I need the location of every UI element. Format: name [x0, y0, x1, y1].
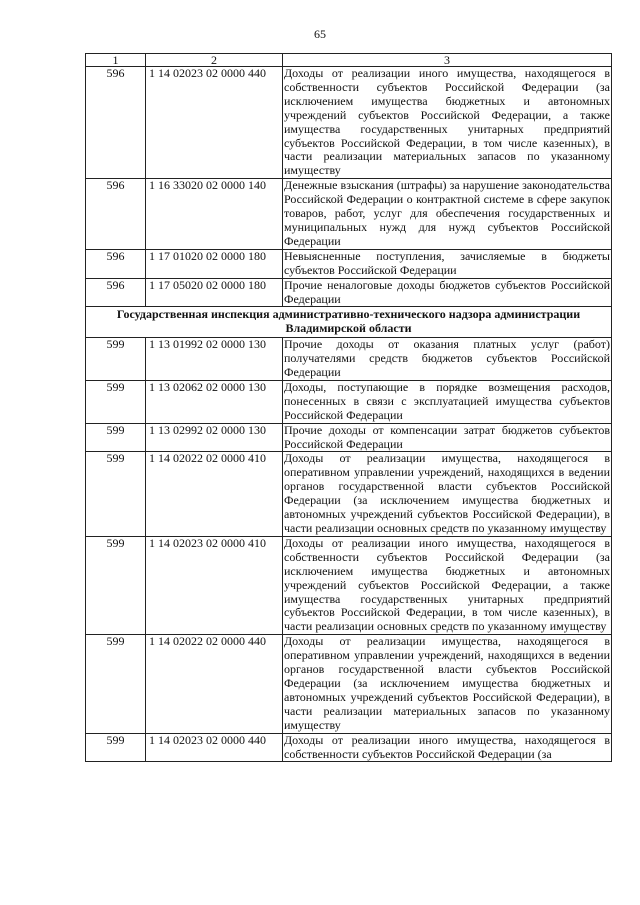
- revenue-name-cell: Доходы, поступающие в порядке возмещения расходов, понесенных в связи с эксплуатацией имущества субъектов Российской Федерации: [284, 379, 610, 422]
- admin-code-cell: 599: [86, 423, 146, 452]
- revenue-name-cell: Доходы от реализации иного имущества, находящегося в собственности субъектов Российской Федерации (за исключением имущества бюджетных и автономных учреждений субъектов Российской Федерации, а также имущества государственных унитарных предприятий субъектов Российской Федерации, в том числе казенных), в части реализации основных средств по указанному имуществу: [284, 535, 610, 634]
- budget-code-cell: 1 13 02992 02 0000 130: [146, 423, 283, 452]
- revenue-name-cell: Доходы от реализации иного имущества, находящегося в собственности субъектов Российской Федерации (за: [284, 732, 610, 761]
- table-row: [86, 423, 612, 452]
- budget-code-cell: 1 17 05020 02 0000 180: [146, 278, 283, 307]
- section-heading-row: [86, 307, 612, 338]
- budget-code-cell: 1 14 02023 02 0000 440: [146, 733, 283, 762]
- revenue-name-cell: Доходы от реализации имущества, находящегося в оперативном управлении учреждений, находящихся в ведении органов государственной власти субъектов Российской Федерации (за исключением имущества бюджетных и автономных учреждений субъектов Российской Федерации), в части реализации материальных запасов по указанному имуществу: [284, 634, 610, 732]
- budget-code-cell: 1 14 02022 02 0000 440: [146, 635, 283, 733]
- table-row: [86, 733, 612, 762]
- revenue-code-table: [85, 53, 612, 762]
- admin-code-cell: 599: [86, 452, 146, 536]
- revenue-name-cell: Прочие доходы от компенсации затрат бюджетов субъектов Российской Федерации: [284, 422, 610, 451]
- table-row: [86, 249, 612, 278]
- table-row: [86, 452, 612, 536]
- revenue-name-cell: Доходы от реализации имущества, находящегося в оперативном управлении учреждений, находящихся в ведении органов государственной власти субъектов Российской Федерации (за исключением имущества бюджетных и автономных учреждений субъектов Российской Федерации), в части реализации основных средств по указанному имуществу: [284, 451, 610, 535]
- column-number-3: 3: [283, 54, 612, 67]
- table-row: [86, 278, 612, 307]
- admin-code-cell: 599: [86, 380, 146, 423]
- admin-code-cell: 599: [86, 338, 146, 381]
- budget-code-cell: 1 13 01992 02 0000 130: [146, 338, 283, 381]
- revenue-name-cell: Прочие доходы от оказания платных услуг (работ) получателями средств бюджетов субъектов Российской Федерации: [284, 337, 610, 380]
- admin-code-cell: 596: [86, 67, 146, 179]
- admin-code-cell: 596: [86, 278, 146, 307]
- table-row: [86, 380, 612, 423]
- admin-code-cell: 596: [86, 249, 146, 278]
- budget-code-cell: 1 14 02022 02 0000 410: [146, 452, 283, 536]
- table-header-row: [86, 54, 612, 67]
- table-row: [86, 338, 612, 381]
- budget-code-cell: 1 17 01020 02 0000 180: [146, 249, 283, 278]
- page-number: 65: [314, 27, 326, 41]
- revenue-name-cell: Прочие неналоговые доходы бюджетов субъектов Российской Федерации: [284, 277, 610, 306]
- budget-code-cell: 1 13 02062 02 0000 130: [146, 380, 283, 423]
- budget-code-cell: 1 14 02023 02 0000 410: [146, 536, 283, 634]
- admin-code-cell: 599: [86, 536, 146, 634]
- admin-code-cell: 596: [86, 179, 146, 250]
- admin-code-cell: 599: [86, 733, 146, 762]
- admin-code-cell: 599: [86, 635, 146, 733]
- revenue-name-cell: Денежные взыскания (штрафы) за нарушение законодательства Российской Федерации о контрактной системе в сфере закупок товаров, работ, услуг для обеспечения государственных и муниципальных нужд для нужд субъектов Российской Федерации: [284, 178, 610, 248]
- table-row: [86, 179, 612, 250]
- budget-code-cell: 1 14 02023 02 0000 440: [146, 67, 283, 179]
- table-row: [86, 536, 612, 634]
- revenue-name-cell: Невыясненные поступления, зачисляемые в бюджеты субъектов Российской Федерации: [284, 248, 610, 277]
- table-row: [86, 67, 612, 179]
- column-number-1: 1: [86, 54, 146, 67]
- column-number-2: 2: [146, 54, 283, 67]
- revenue-name-cell: Доходы от реализации иного имущества, находящегося в собственности субъектов Российской Федерации (за исключением имущества бюджетных и автономных учреждений субъектов Российской Федерации, а также имущества государственных унитарных предприятий субъектов Российской Федерации, в том числе казенных), в части реализации материальных запасов по указанному имуществу: [284, 66, 610, 178]
- section-heading: Государственная инспекция административно-технического надзора администрации Владимирской области: [86, 307, 612, 338]
- budget-code-cell: 1 16 33020 02 0000 140: [146, 179, 283, 250]
- table-row: [86, 635, 612, 733]
